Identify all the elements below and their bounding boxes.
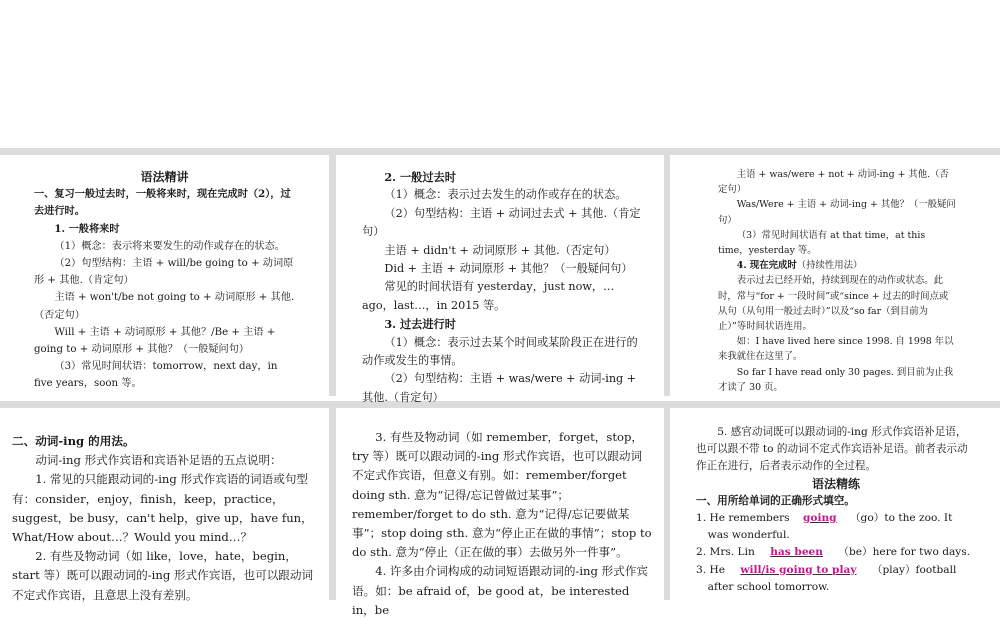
practice-instruction: 一、用所给单词的正确形式填空。 xyxy=(696,494,855,507)
past-continuous-structure: （2）句型结构：主语 + was/were + 动词-ing + 其他.（肯定句） xyxy=(362,372,637,404)
future-structure: （2）句型结构：主语 + will/be going to + 动词原形 + 其他.（肯定句） xyxy=(34,258,294,287)
ing-form-card-continued xyxy=(336,408,664,617)
future-concept: （1）概念：表示将来要发生的动作或存在的状态。 xyxy=(54,240,285,252)
exercise-1-answer: going xyxy=(802,512,837,525)
past-structure: （2）句型结构：主语 + 动词过去式 + 其他.（肯定句） xyxy=(362,206,641,239)
exercise-1 xyxy=(696,510,976,544)
present-perfect-concept: 表示过去已经开始，持续到现在的动作或状态。此时，常与“for + 一段时间”或“since + 过去的时间点或从句（从句用一般过去时）”以及“so far（到目前为止）”等时间状语连用。 xyxy=(718,275,949,333)
exercise-2-answer: has been xyxy=(770,546,823,559)
grammar-title: 语法精讲 xyxy=(140,170,189,184)
present-perfect-example-1: 如：I have lived here since 1998. 自 1998 年以来我就住在这里了。 xyxy=(718,336,954,363)
grammar-practice-card xyxy=(670,408,1000,600)
past-question: Did + 主语 + 动词原形 + 其他？（一般疑问句） xyxy=(384,262,633,276)
ing-form-card xyxy=(0,408,329,600)
ing-form-point-3: 3. 有些及物动词（如 remember，forget，stop，try 等）既可以跟动词的-ing 形式作宾语，也可以跟动词不定式作宾语，但意义有别。如：remember/forget doing sth. 意为“记得/忘记曾做过某事”；remember/forget to do sth. 意为“记得/忘记要做某事”；stop doing sth. 意为“停止正在做的事情”；stop to do sth. 意为“停止（正在做的事）去做另外一件事”。 xyxy=(352,430,652,560)
future-negative: 主语 + won't/be not going to + 动词原形 + 其他.（否定句） xyxy=(34,292,295,321)
ing-form-intro: 动词-ing 形式作宾语和宾语补足语的五点说明： xyxy=(35,453,282,468)
review-heading: 一、复习一般过去时，一般将来时，现在完成时（2），过去进行时。 xyxy=(34,188,291,218)
past-negative: 主语 + didn't + 动词原形 + 其他.（否定句） xyxy=(384,243,616,257)
present-perfect-note: （持续性用法） xyxy=(796,260,863,272)
ing-form-point-4: 4. 许多由介词构成的动词短语跟动词的-ing 形式作宾语。如：be afraid of，be good at，be interested in，be xyxy=(352,564,649,617)
past-continuous-question: Was/Were + 主语 + 动词-ing + 其他？（一般疑问句） xyxy=(718,199,956,226)
exercise-1-prompt: 1. He remembers xyxy=(696,512,790,525)
future-time-adverbials: （3）常见时间状语：tomorrow，next day，in five years，soon 等。 xyxy=(34,361,278,390)
exercise-2 xyxy=(696,544,976,561)
exercise-3-answer: will/is going to play xyxy=(740,563,857,576)
present-perfect-example-2: So far I have read only 30 pages. 到目前为止我才读了 30 页。 xyxy=(718,366,954,393)
practice-title: 语法精练 xyxy=(811,476,860,491)
exercise-2-prompt: 2. Mrs. Lin xyxy=(696,546,755,559)
ing-form-heading: 二、动词-ing 的用法。 xyxy=(12,434,135,448)
present-perfect-card xyxy=(670,155,1000,396)
past-tense-subheading: 2. 一般过去时 xyxy=(384,170,456,184)
past-continuous-time-adverbials: （3）常见时间状语有 at that time，at this time，yesterday 等。 xyxy=(718,229,926,257)
future-question: Will + 主语 + 动词原形 + 其他？/Be + 主语 + going to + 动词原形 + 其他？（一般疑问句） xyxy=(34,326,276,356)
ing-form-point-2: 2. 有些及物动词（如 like，love，hate，begin，start 等）既可以跟动词的-ing 形式作宾语，也可以跟动词不定式作宾语，且意思上没有差别。 xyxy=(12,549,314,602)
exercise-3-rest: （play）football after school tomorrow. xyxy=(707,563,957,593)
future-tense-subheading: 1. 一般将来时 xyxy=(54,222,120,235)
exercise-3 xyxy=(696,562,976,596)
past-concept: （1）概念：表示过去发生的动作或存在的状态。 xyxy=(384,188,627,202)
past-continuous-subheading: 3. 过去进行时 xyxy=(384,317,456,332)
past-time-adverbials: 常见的时间状语有 yesterday，just now，… ago，last…，in 2015 等。 xyxy=(362,280,615,312)
ing-form-point-1: 1. 常见的只能跟动词的-ing 形式作宾语的词语或句型有：consider，enjoy，finish，keep，practice，suggest，be busy，can't help，give up，have fun，What/How about…？Would you mind…？ xyxy=(12,472,313,545)
future-tense-card xyxy=(0,155,329,396)
present-perfect-label: 4. 现在完成时 xyxy=(736,260,797,272)
exercise-3-prompt: 3. He xyxy=(696,563,725,576)
exercise-1-rest: （go）to the zoo. It was wonderful. xyxy=(707,512,953,542)
exercise-2-rest: （be）here for two days. xyxy=(838,546,971,559)
past-tense-card xyxy=(336,155,664,404)
past-continuous-negative: 主语 + was/were + not + 动词-ing + 其他.（否定句） xyxy=(718,169,949,196)
ing-form-point-5: 5. 感官动词既可以跟动词的-ing 形式作宾语补足语，也可以跟不带 to 的动词不定式作宾语补足语。前者表示动作正在进行，后者表示动作的全过程。 xyxy=(696,426,968,473)
past-continuous-concept: （1）概念：表示过去某个时间或某阶段正在进行的动作或发生的事情。 xyxy=(362,335,638,368)
present-perfect-subheading xyxy=(718,258,956,273)
